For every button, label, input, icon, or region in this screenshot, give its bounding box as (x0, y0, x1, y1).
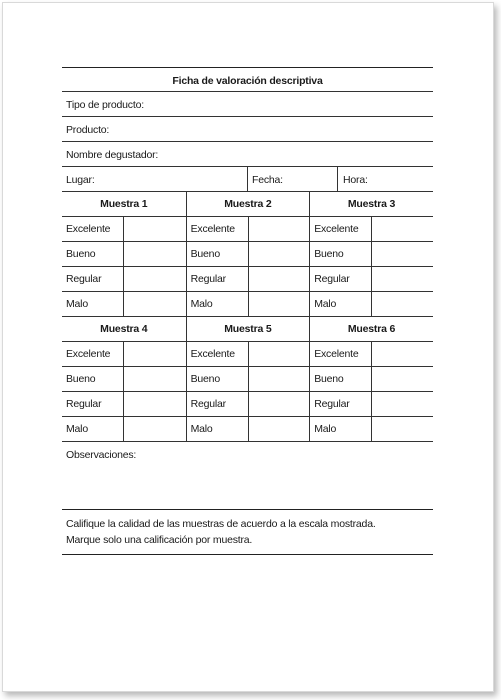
rating-label: Regular (310, 392, 372, 416)
form-title-row (62, 67, 433, 92)
rating-row (187, 217, 310, 242)
rating-box[interactable] (249, 367, 310, 391)
rating-label: Malo (310, 292, 372, 316)
rating-box[interactable] (249, 292, 310, 316)
rating-box[interactable] (372, 242, 433, 266)
rating-row (62, 417, 186, 442)
rating-label: Regular (187, 392, 249, 416)
lugar-fecha-hora-row (62, 167, 433, 192)
rating-box[interactable] (124, 267, 186, 291)
tipo-producto-row (62, 92, 433, 117)
rating-box[interactable] (124, 242, 186, 266)
rating-row (187, 392, 310, 417)
rating-box[interactable] (372, 392, 433, 416)
rating-row (187, 242, 310, 267)
rating-label: Excelente (310, 217, 372, 241)
hora-label: Hora: (343, 174, 368, 186)
rating-row (310, 342, 433, 367)
sample-column (62, 192, 186, 317)
rating-label: Regular (62, 267, 124, 291)
instructions (62, 510, 433, 555)
rating-label: Bueno (62, 242, 124, 266)
rating-label: Bueno (187, 367, 249, 391)
rating-row (62, 292, 186, 317)
rating-label: Regular (310, 267, 372, 291)
rating-box[interactable] (249, 217, 310, 241)
observaciones-field[interactable] (62, 442, 433, 510)
rating-row (310, 217, 433, 242)
rating-row (62, 367, 186, 392)
sample-header: Muestra 6 (310, 317, 433, 342)
rating-row (62, 267, 186, 292)
hora-divider (337, 167, 338, 191)
rating-label: Malo (310, 417, 372, 441)
rating-label: Bueno (187, 242, 249, 266)
lugar-label: Lugar: (66, 174, 95, 186)
rating-label: Regular (62, 392, 124, 416)
rating-row (187, 417, 310, 442)
fecha-divider (247, 167, 248, 191)
sample-column (62, 317, 186, 442)
rating-box[interactable] (124, 367, 186, 391)
nombre-degustador-row (62, 142, 433, 167)
sample-column (309, 317, 433, 442)
sample-header: Muestra 5 (187, 317, 310, 342)
rating-label: Bueno (62, 367, 124, 391)
samples-grid-2 (62, 317, 433, 442)
rating-row (310, 242, 433, 267)
form-title: Ficha de valoración descriptiva (172, 75, 323, 87)
rating-label: Bueno (310, 367, 372, 391)
rating-label: Excelente (62, 217, 124, 241)
rating-row (310, 292, 433, 317)
rating-row (310, 367, 433, 392)
document-page (2, 2, 494, 692)
rating-label: Bueno (310, 242, 372, 266)
sample-column (186, 317, 310, 442)
rating-box[interactable] (372, 217, 433, 241)
sample-column (186, 192, 310, 317)
rating-box[interactable] (249, 392, 310, 416)
rating-box[interactable] (124, 392, 186, 416)
rating-row (62, 217, 186, 242)
rating-label: Malo (187, 417, 249, 441)
rating-box[interactable] (124, 217, 186, 241)
rating-box[interactable] (249, 242, 310, 266)
rating-box[interactable] (249, 417, 310, 441)
nombre-degustador-label: Nombre degustador: (66, 149, 159, 161)
rating-box[interactable] (124, 292, 186, 316)
rating-box[interactable] (124, 417, 186, 441)
instruction-line: Marque solo una calificación por muestra. (66, 534, 253, 546)
sample-header: Muestra 4 (62, 317, 186, 342)
sample-header: Muestra 2 (187, 192, 310, 217)
rating-box[interactable] (372, 417, 433, 441)
rating-label: Excelente (187, 342, 249, 366)
rating-label: Excelente (62, 342, 124, 366)
rating-row (62, 242, 186, 267)
samples-grid-1 (62, 192, 433, 317)
rating-box[interactable] (372, 342, 433, 366)
rating-row (187, 367, 310, 392)
rating-label: Malo (62, 292, 124, 316)
rating-box[interactable] (124, 342, 186, 366)
rating-label: Malo (62, 417, 124, 441)
rating-row (310, 392, 433, 417)
rating-box[interactable] (249, 267, 310, 291)
fecha-label: Fecha: (252, 174, 283, 186)
rating-label: Excelente (310, 342, 372, 366)
rating-box[interactable] (249, 342, 310, 366)
sample-header: Muestra 1 (62, 192, 186, 217)
producto-label: Producto: (66, 124, 110, 136)
rating-row (187, 292, 310, 317)
rating-box[interactable] (372, 292, 433, 316)
rating-row (62, 342, 186, 367)
rating-row (310, 267, 433, 292)
sample-header: Muestra 3 (310, 192, 433, 217)
sample-column (309, 192, 433, 317)
rating-box[interactable] (372, 267, 433, 291)
tasting-form (62, 67, 433, 555)
rating-row (310, 417, 433, 442)
rating-row (187, 267, 310, 292)
rating-label: Regular (187, 267, 249, 291)
tipo-producto-label: Tipo de producto: (66, 99, 144, 111)
rating-box[interactable] (372, 367, 433, 391)
rating-row (187, 342, 310, 367)
producto-row (62, 117, 433, 142)
instruction-line: Califique la calidad de las muestras de acuerdo a la escala mostrada. (66, 518, 376, 530)
observaciones-label: Observaciones: (66, 449, 137, 461)
rating-row (62, 392, 186, 417)
rating-label: Malo (187, 292, 249, 316)
rating-label: Excelente (187, 217, 249, 241)
